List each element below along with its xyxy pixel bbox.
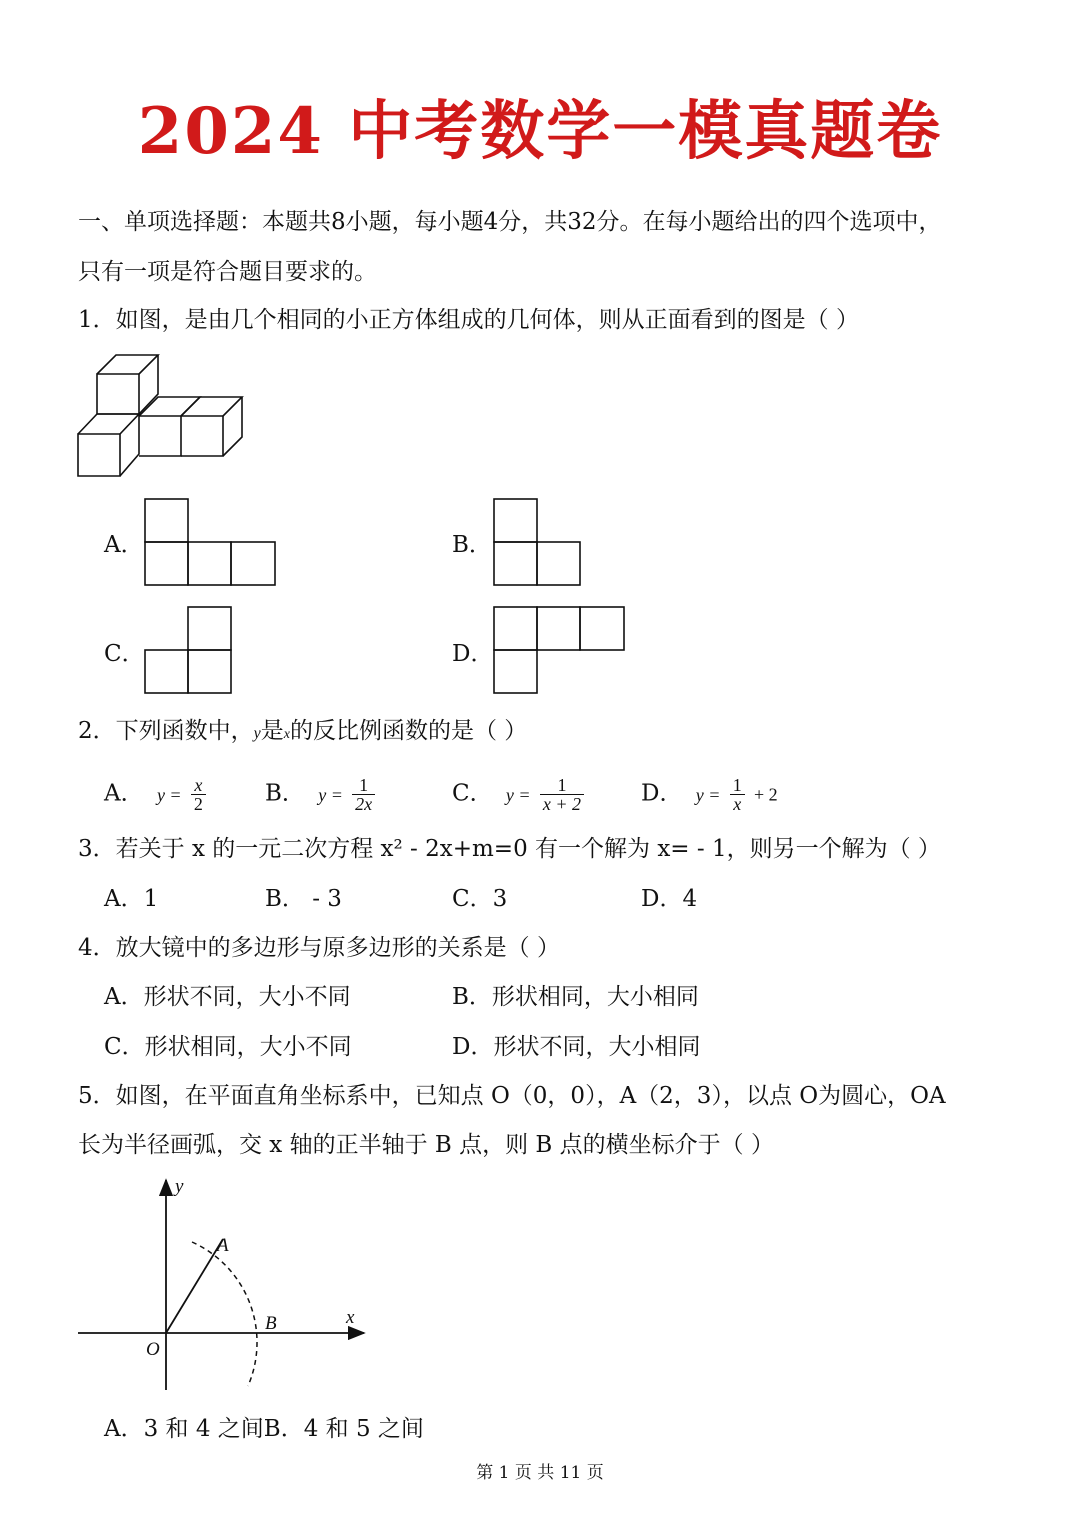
- q2-option-c-num: 1: [540, 776, 584, 795]
- q2-option-b-den: 2x: [355, 794, 373, 814]
- q4-option-a[interactable]: A．形状不同，大小不同: [104, 984, 351, 1010]
- q3-option-d[interactable]: D．4: [641, 886, 698, 912]
- q2-option-a[interactable]: [104, 776, 208, 813]
- q2-option-a-num: x: [191, 776, 206, 795]
- q5-coordinate-figure: [76, 1172, 376, 1397]
- q1-option-d-figure[interactable]: [493, 606, 627, 694]
- q1-option-c-figure[interactable]: [144, 606, 234, 694]
- q2-option-c-label: C．: [452, 780, 493, 807]
- q2-option-a-den: 2: [193, 794, 203, 814]
- q4-option-d[interactable]: D．形状不同，大小相同: [452, 1034, 701, 1060]
- q2-option-a-label: A．: [104, 780, 144, 807]
- q2-var-x: x: [283, 727, 290, 742]
- q2-option-a-lhs: y =: [156, 784, 182, 805]
- q2-option-c-fraction: [540, 776, 584, 813]
- q2-option-b[interactable]: [265, 776, 377, 813]
- q2-option-b-fraction: [352, 776, 375, 813]
- q2-option-b-label: B．: [265, 780, 305, 807]
- q4-option-b[interactable]: B．形状相同，大小相同: [452, 984, 699, 1010]
- question-4-stem: 4．放大镜中的多边形与原多边形的关系是（ ）: [78, 935, 560, 961]
- q5-y-axis-label: y: [175, 1176, 184, 1197]
- q3-option-a[interactable]: A．1: [104, 886, 159, 912]
- q2-option-d-fraction: [730, 776, 745, 813]
- q4-option-c[interactable]: C．形状相同，大小不同: [104, 1034, 352, 1060]
- question-5-stem-line1: 5．如图，在平面直角坐标系中，已知点 O（0，0），A（2，3），以点 O为圆心，OA: [78, 1083, 946, 1109]
- q2-option-c-lhs: y =: [505, 784, 531, 805]
- q5-arc: [192, 1242, 257, 1386]
- q2-stem-prefix: 2．下列函数中，: [78, 718, 254, 744]
- question-1-stem: 1．如图，是由几个相同的小正方体组成的几何体，则从正面看到的图是（ ）: [78, 307, 859, 333]
- q2-option-d-num: 1: [730, 776, 745, 795]
- section-instruction-line2: 只有一项是符合题目要求的。: [78, 259, 377, 285]
- page-footer: 第 1 页 共 11 页: [476, 1463, 604, 1483]
- q5-options[interactable]: A．3 和 4 之间B．4 和 5 之间: [104, 1416, 424, 1442]
- q2-option-d[interactable]: [641, 776, 778, 813]
- q3-option-c[interactable]: C．3: [452, 886, 508, 912]
- q5-segment-oa: [166, 1239, 223, 1333]
- question-2-stem: [78, 716, 527, 750]
- q1-option-a-figure[interactable]: [144, 498, 277, 586]
- q2-option-a-fraction: [191, 776, 206, 813]
- q2-option-c[interactable]: [452, 776, 586, 813]
- q5-point-b-label: B: [265, 1313, 277, 1334]
- q1-option-a-label[interactable]: A．: [104, 532, 144, 558]
- q2-option-d-lhs: y =: [695, 784, 721, 805]
- page-title: 2024 中考数学一模真题卷: [137, 94, 943, 169]
- q2-option-b-lhs: y =: [318, 784, 343, 805]
- q2-var-y: y: [253, 725, 261, 742]
- q5-origin-label: O: [146, 1339, 160, 1360]
- q2-stem-suffix: 的反比例函数的是（ ）: [289, 718, 528, 744]
- q1-option-b-label[interactable]: B．: [452, 532, 492, 558]
- q2-option-d-tail: + 2: [754, 784, 778, 805]
- q2-option-d-den: x: [733, 794, 742, 814]
- q1-option-d-label[interactable]: D．: [452, 641, 494, 667]
- q1-solid-figure: [76, 352, 248, 480]
- q1-option-c-label[interactable]: C．: [104, 641, 145, 667]
- q2-stem-mid: 是: [260, 718, 284, 744]
- question-3-stem: 3．若关于 x 的一元二次方程 x² - 2x+m=0 有一个解为 x= - 1，则另一个解为（ ）: [78, 836, 941, 862]
- q2-option-d-label: D．: [641, 780, 683, 807]
- q5-x-axis-label: x: [346, 1307, 355, 1328]
- q5-point-a-label: A: [217, 1235, 229, 1256]
- question-5-stem-line2: 长为半径画弧，交 x 轴的正半轴于 B 点，则 B 点的横坐标介于（ ）: [78, 1132, 774, 1158]
- q2-option-c-den: x + 2: [542, 794, 582, 814]
- q3-option-b[interactable]: B． - 3: [265, 886, 342, 912]
- q2-option-b-num: 1: [352, 776, 375, 795]
- section-instruction-line1: 一、单项选择题：本题共8小题，每小题4分，共32分。在每小题给出的四个选项中，: [78, 209, 942, 235]
- q1-option-b-figure[interactable]: [493, 498, 583, 586]
